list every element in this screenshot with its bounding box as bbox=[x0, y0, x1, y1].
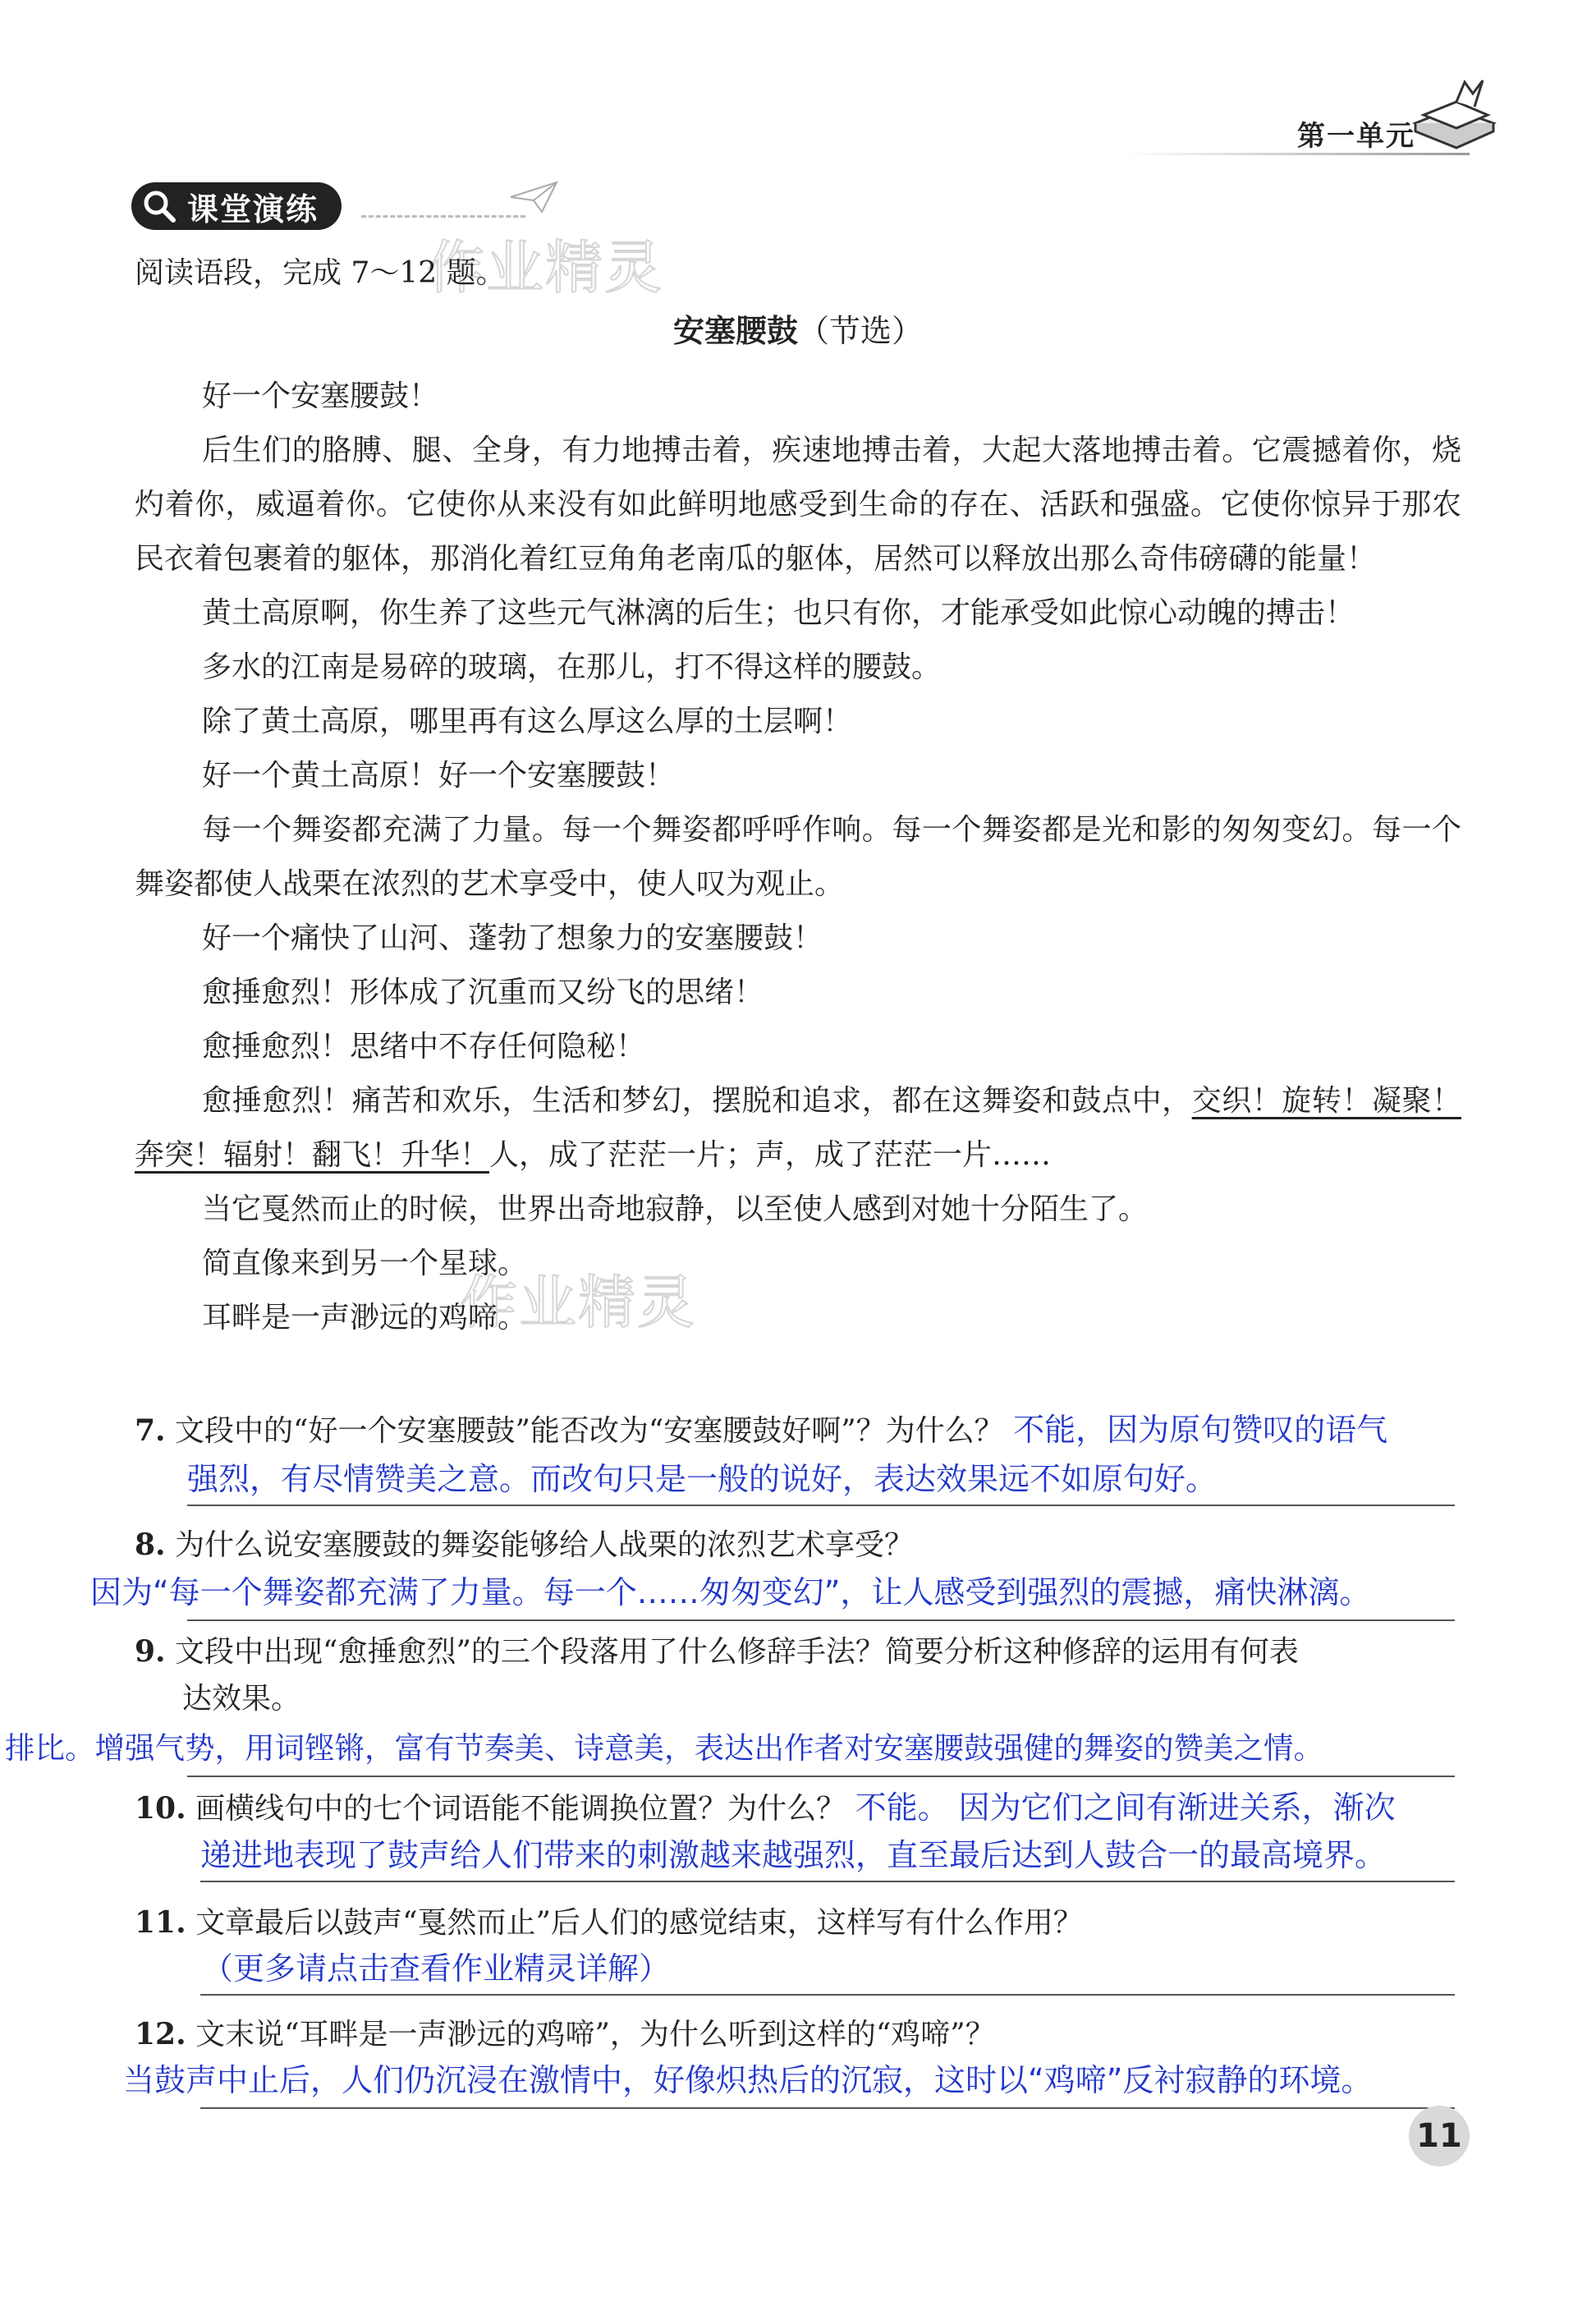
answer-text: 因为“每一个舞姿都充满了力量。每一个……匆匆变幻”，让人感受到强烈的震撼，痛快淋漓。 bbox=[90, 1574, 1371, 1610]
answer-rule bbox=[200, 2107, 1455, 2109]
passage-paragraph: 好一个安塞腰鼓！ bbox=[202, 379, 439, 413]
passage-paragraph: 简直像来到另一个星球。 bbox=[202, 1247, 528, 1280]
answer-text: 递进地表现了鼓声给人们带来的刺激越来越强烈，直至最后达到人鼓合一的最高境界。 bbox=[200, 1837, 1387, 1873]
question-text: 达效果。 bbox=[182, 1682, 301, 1716]
paragraph-text: 人，成了茫茫一片；声，成了茫茫一片…… bbox=[489, 1138, 1052, 1172]
question-number: 8. bbox=[135, 1528, 166, 1562]
question-text: 文章最后以鼓声“戛然而止”后人们的感觉结束，这样写有什么作用？ bbox=[195, 1906, 1083, 1940]
question-9 bbox=[135, 1626, 1299, 1678]
passage-paragraph bbox=[135, 1074, 1461, 1183]
answer-rule bbox=[200, 1881, 1455, 1882]
passage-paragraph: 后生们的胳膊、腿、全身，有力地搏击着，疾速地搏击着，大起大落地搏击着。它震撼着你，烧灼着你，威逼着你。它使你从来没有如此鲜明地感受到生命的存在、活跃和强盛。它使你惊异于那农民衣着包裹着的躯体，那消化着红豆角角老南瓜的躯体，居然可以释放出那么奇伟磅礴的能量！ bbox=[135, 434, 1461, 576]
answer-rule bbox=[187, 1619, 1455, 1621]
question-7 bbox=[135, 1404, 1387, 1457]
question-number: 11. bbox=[135, 1905, 186, 1940]
passage-body bbox=[135, 370, 1461, 1345]
magnifier-icon bbox=[141, 188, 177, 224]
passage-paragraph: 好一个痛快了山河、蓬勃了想象力的安塞腰鼓！ bbox=[202, 921, 823, 955]
passage-title-main: 安塞腰鼓 bbox=[672, 312, 798, 349]
unit-heading: 第一单元 bbox=[1297, 120, 1415, 153]
passage-paragraph: 好一个黄土高原！好一个安塞腰鼓！ bbox=[202, 759, 676, 792]
question-number: 12. bbox=[135, 2017, 186, 2051]
passage-paragraph: 除了黄土高原，哪里再有这么厚这么厚的土层啊！ bbox=[202, 705, 853, 738]
question-text: 文段中的“好一个安塞腰鼓”能否改为“安塞腰鼓好啊”？为什么？ bbox=[175, 1414, 1004, 1448]
passage-paragraph: 愈捶愈烈！形体成了沉重而又纷飞的思绪！ bbox=[202, 976, 764, 1009]
passage-paragraph: 黄土高原啊，你生养了这些元气淋漓的后生；也只有你，才能承受如此惊心动魄的搏击！ bbox=[202, 596, 1355, 630]
answer-link[interactable]: （更多请点击查看作业精灵详解） bbox=[202, 1950, 671, 1987]
passage-paragraph: 每一个舞姿都充满了力量。每一个舞姿都呼呼作响。每一个舞姿都是光和影的匆匆变幻。每一个舞姿都使人战栗在浓烈的艺术享受中，使人叹为观止。 bbox=[135, 813, 1461, 901]
section-badge-label: 课堂演练 bbox=[187, 191, 319, 227]
passage-paragraph: 愈捶愈烈！思绪中不存任何隐秘！ bbox=[202, 1030, 646, 1064]
question-text: 文末说“耳畔是一声渺远的鸡啼”，为什么听到这样的“鸡啼”？ bbox=[195, 2018, 995, 2051]
question-11 bbox=[135, 1897, 1083, 1949]
passage-title-sub: （节选） bbox=[798, 313, 924, 349]
book-stack-icon bbox=[1407, 66, 1497, 156]
answer-rule bbox=[187, 1505, 1455, 1506]
answer-rule bbox=[200, 1994, 1455, 1996]
reading-instruction: 阅读语段，完成 7～12 题。 bbox=[135, 256, 506, 290]
question-text: 为什么说安塞腰鼓的舞姿能够给人战栗的浓烈艺术享受？ bbox=[175, 1528, 915, 1562]
passage-paragraph: 多水的江南是易碎的玻璃，在那儿，打不得这样的腰鼓。 bbox=[202, 650, 942, 684]
decorative-dashes bbox=[361, 215, 525, 218]
question-text: 文段中出现“愈捶愈烈”的三个段落用了什么修辞手法？简要分析这种修辞的运用有何表 bbox=[175, 1635, 1299, 1669]
passage-title bbox=[0, 306, 1596, 351]
passage-paragraph: 耳畔是一声渺远的鸡啼。 bbox=[202, 1301, 528, 1335]
question-number: 7. bbox=[135, 1413, 166, 1448]
answer-text: 不能，因为原句赞叹的语气 bbox=[1013, 1412, 1388, 1448]
underlined-phrase: 交织！旋转！凝聚！奔突！辐射！翻飞！升华！ bbox=[135, 1084, 1461, 1172]
answer-rule bbox=[187, 1776, 1455, 1777]
section-badge bbox=[131, 182, 342, 230]
paragraph-text: 愈捶愈烈！痛苦和欢乐，生活和梦幻，摆脱和追求，都在这舞姿和鼓点中， bbox=[202, 1084, 1192, 1118]
answer-text: 强烈，有尽情赞美之意。而改句只是一般的说好，表达效果远不如原句好。 bbox=[187, 1461, 1218, 1497]
page-number: 11 bbox=[1409, 2106, 1470, 2166]
paper-plane-icon bbox=[509, 179, 558, 215]
answer-text: 当鼓声中止后，人们仍沉浸在激情中，好像炽热后的沉寂，这时以“鸡啼”反衬寂静的环境。 bbox=[123, 2062, 1373, 2098]
watermark: 作业精灵 bbox=[460, 1269, 696, 1336]
question-8 bbox=[135, 1519, 914, 1571]
question-text: 画横线句中的七个词语能不能调换位置？为什么？ bbox=[195, 1792, 846, 1826]
answer-text: 排比。增强气势，用词铿锵，富有节奏美、诗意美，表达出作者对安塞腰鼓强健的舞姿的赞美之情。 bbox=[5, 1730, 1323, 1766]
watermark: 作业精灵 bbox=[427, 234, 663, 301]
question-10 bbox=[135, 1782, 1396, 1835]
question-number: 10. bbox=[135, 1791, 186, 1826]
question-number: 9. bbox=[135, 1634, 166, 1669]
question-12 bbox=[135, 2009, 995, 2060]
passage-paragraph: 当它戛然而止的时候，世界出奇地寂静，以至使人感到对她十分陌生了。 bbox=[202, 1192, 1149, 1226]
answer-text: 不能。 因为它们之间有渐进关系，渐次 bbox=[855, 1789, 1396, 1826]
